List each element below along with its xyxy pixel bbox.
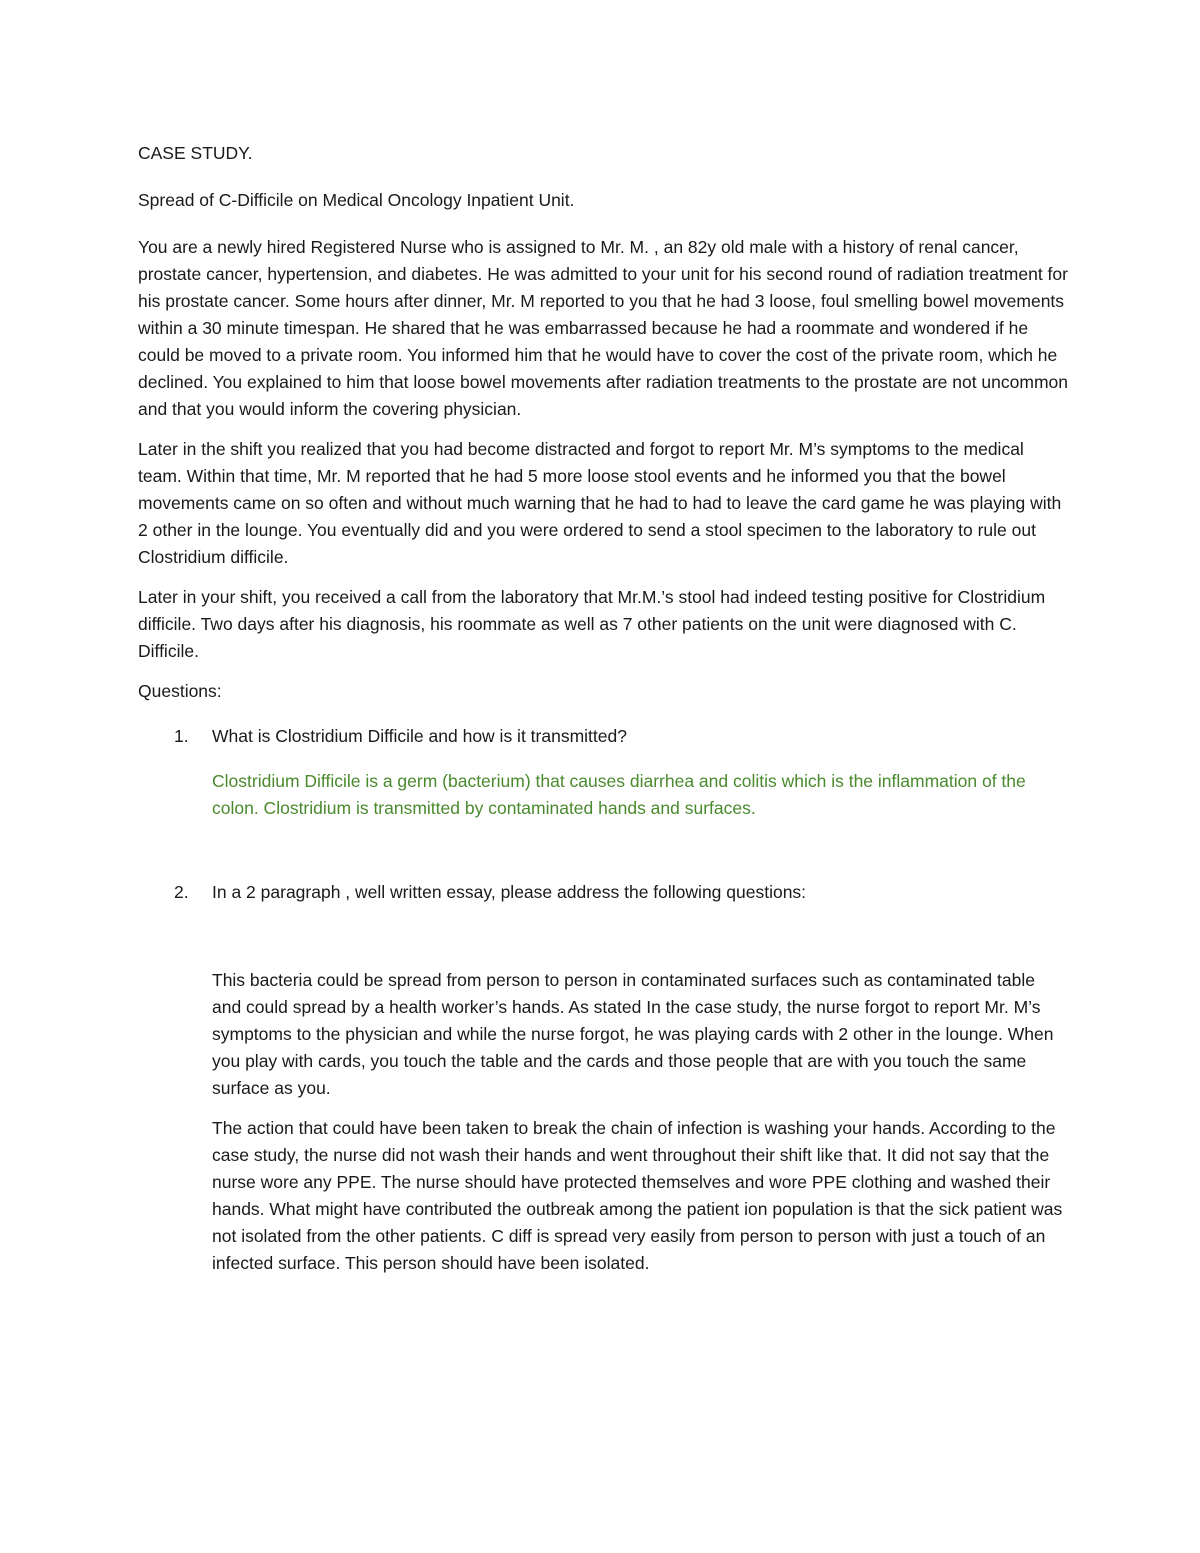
essay-paragraph-2: The action that could have been taken to break the chain of infection is washing your hands. According to the case study, the nurse did not wash their hands and went throughout their shift like that. It did not say that the nurse wore any PPE. The nurse should have protected themselves and wore PPE clothing and washed their hands. What might have contributed the outbreak among the patient ion population is that the sick patient was not isolated from the other patients. C diff is spread very easily from person to person with just a touch of an infected surface. This person should have been isolated. bbox=[212, 1118, 1063, 1273]
question-item-1 bbox=[138, 723, 1068, 822]
document-title: CASE STUDY. bbox=[138, 143, 253, 163]
question-number: 2. bbox=[174, 882, 189, 902]
case-paragraph-1: You are a newly hired Registered Nurse who is assigned to Mr. M. , an 82y old male with a history of renal cancer, prostate cancer, hypertension, and diabetes. He was admitted to your unit for his second round of radiation treatment for his prostate cancer. Some hours after dinner, Mr. M reported to you that he had 3 loose, foul smelling bowel movements within a 30 minute timespan. He shared that he was embarrassed because he had a roommate and wondered if he could be moved to a private room. You informed him that he would have to cover the cost of the private room, which he declined. You explained to him that loose bowel movements after radiation treatments to the prostate are not uncommon and that you would inform the covering physician. bbox=[138, 237, 1068, 419]
case-paragraph-2: Later in the shift you realized that you had become distracted and forgot to report Mr. M’s symptoms to the medical team. Within that time, Mr. M reported that he had 5 more loose stool events and he informed you that the bowel movements came on so often and without much warning that he had to had to leave the card game he was playing with 2 other in the lounge. You eventually did and you were ordered to send a stool specimen to the laboratory to rule out Clostridium difficile. bbox=[138, 439, 1062, 567]
essay-paragraph-1: This bacteria could be spread from person to person in contaminated surfaces such as contaminated table and could spread by a health worker’s hands. As stated In the case study, the nurse forgot to report Mr. M’s symptoms to the physician and while the nurse forgot, he was playing cards with 2 other in the lounge. When you play with cards, you touch the table and the cards and those people that are with you touch the same surface as you. bbox=[212, 970, 1054, 1098]
answer-text: Clostridium Difficile is a germ (bacterium) that causes diarrhea and colitis which is the inflammation of the colon. Clostridium is transmitted by contaminated hands and surfaces. bbox=[212, 771, 1026, 818]
question-item-2 bbox=[138, 879, 1068, 1277]
question-number: 1. bbox=[174, 726, 189, 746]
case-paragraph-3: Later in your shift, you received a call from the laboratory that Mr.M.’s stool had indeed testing positive for Clostridium difficile. Two days after his diagnosis, his roommate as well as 7 other patients on the unit were diagnosed with C. Difficile. bbox=[138, 587, 1046, 661]
document-subtitle: Spread of C-Difficile on Medical Oncology Inpatient Unit. bbox=[138, 190, 575, 210]
question-text: What is Clostridium Difficile and how is it transmitted? bbox=[212, 726, 627, 746]
essay-answer bbox=[212, 967, 1068, 1277]
questions-list bbox=[138, 723, 1068, 1277]
questions-heading: Questions: bbox=[138, 681, 222, 701]
question-text: In a 2 paragraph , well written essay, please address the following questions: bbox=[212, 882, 807, 902]
document-body bbox=[138, 140, 1068, 1290]
